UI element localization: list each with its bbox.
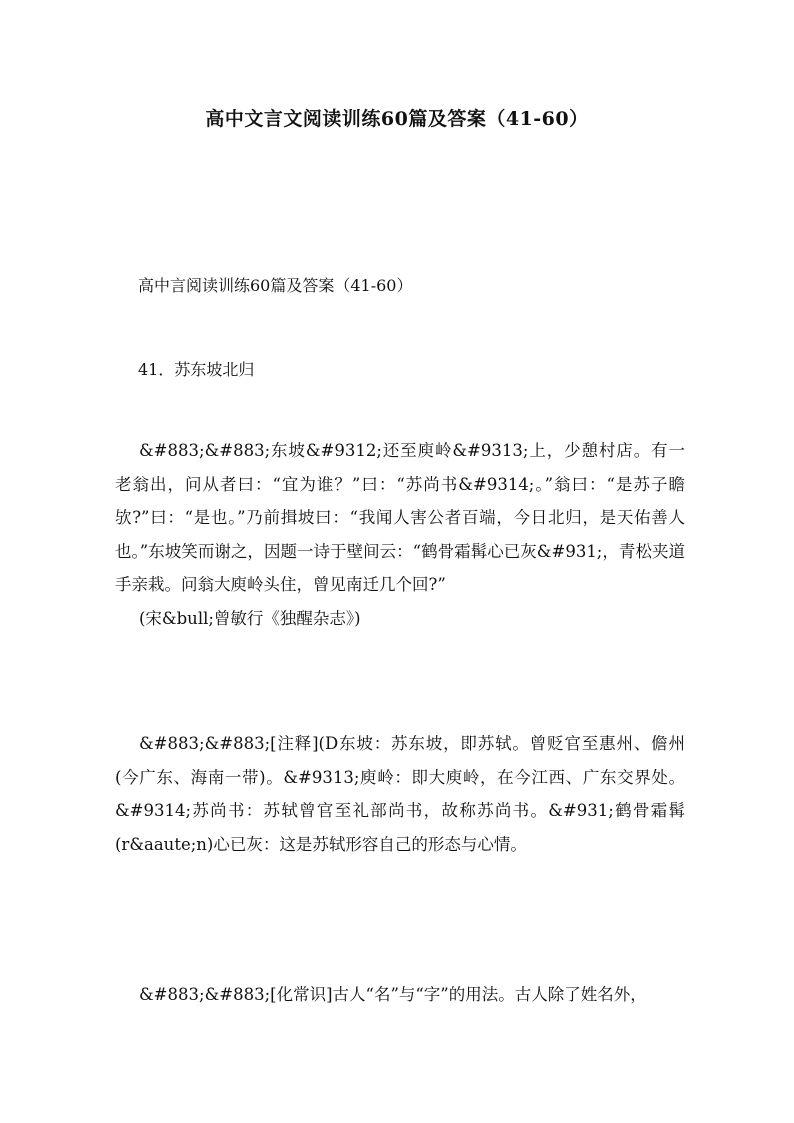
story-paragraph [115, 434, 685, 636]
notes-text: &#883;&#883;[注释](D东坡：苏东坡，即苏轼。曾贬官至惠州、儋州(今广东、海南一带)。&#9313;庾岭：即大庾岭，在今江西、广东交界处。&#9314;苏尚书：苏轼曾官至礼部尚书，故称苏尚书。&#931;鹤骨霜髯(r&aaute;n)心已灰：这是苏轼形容自己的形态与心情。 [115, 734, 685, 854]
story-source: (宋&bull;曾敏行《独醒杂志》) [139, 608, 361, 628]
document-subtitle: 高中言阅读训练60篇及答案（41-60） [138, 276, 413, 295]
story-text: &#883;&#883;东坡&#9312;还至庾岭&#9313;上，少憩村店。有一老翁出，问从者曰：“宜为谁？”曰：“苏尚书&#9314;。”翁曰：“是苏子瞻欤?”曰：“是也。”乃前揖坡曰：“我闻人害公者百端，今日北归，是天佑善人也。”东坡笑而谢之，因题一诗于壁间云：“鹤骨霜髯心已灰&#931;，青松夹道手亲栽。问翁大庾岭头住，曾见南迁几个回?” [115, 441, 685, 595]
notes-paragraph [115, 727, 685, 861]
document-title: 高中文言文阅读训练60篇及答案（41-60） [205, 108, 589, 130]
culture-paragraph [115, 978, 685, 1012]
culture-text: &#883;&#883;[化常识]古人“名”与“字”的用法。古人除了姓名外， [139, 985, 647, 1004]
section-heading: 41．苏东坡北归 [138, 360, 255, 379]
